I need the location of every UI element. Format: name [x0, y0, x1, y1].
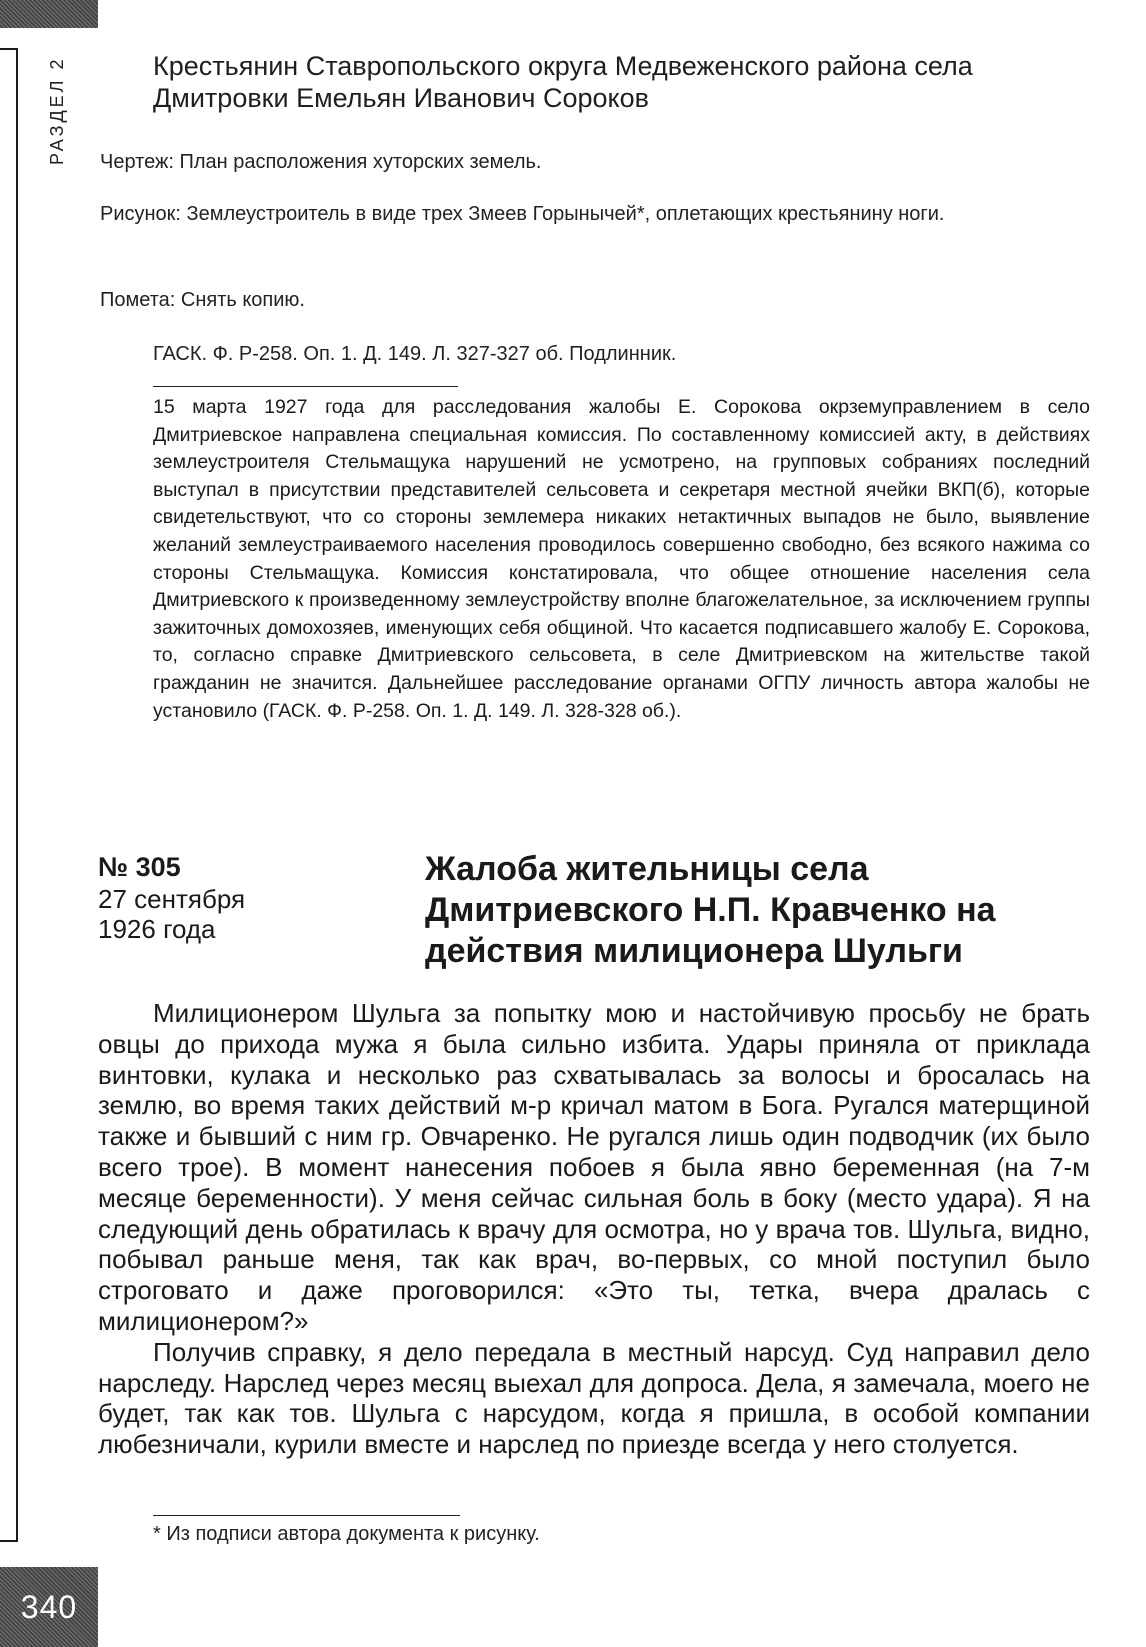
page-number-tab	[0, 1567, 98, 1647]
body-paragraph-1: Милиционером Шульга за попытку мою и настойчивую просьбу не брать овцы до прихода мужа я была сильно избита. Удары приняла от приклада винтовки, кулака и несколько раз схватывалась за волосы и бросалась на землю, во время таких действий м-р кричал матом в Бога. Ругался матерщиной также и бывший с ним гр. Овчаренко. Не ругался лишь один подводчик (их было всего трое). В момент нанесения побоев я была явно беременная (на 7-м месяце беременности). У меня сейчас сильная боль в боку (место удара). Я на следующий день обратилась к врачу для осмотра, но у врача тов. Шульга, видно, побывал раньше меня, так как врач, во-первых, со мной поступил было строговато и даже проговорился: «Это ты, тетка, вчера дралась с милиционером?»	[98, 998, 1090, 1336]
archive-reference: ГАСК. Ф. Р-258. Оп. 1. Д. 149. Л. 327-327 об. Подлинник.	[153, 343, 677, 365]
footnote-divider	[153, 386, 458, 387]
document-body	[98, 998, 1090, 1460]
picture-note: Рисунок: Землеустроитель в виде трех Змеев Горынычей*, оплетающих крестьянину ноги.	[100, 203, 945, 225]
document-date-year: 1926 года	[98, 914, 216, 944]
body-paragraph-2: Получив справку, я дело передала в местный нарсуд. Суд направил дело нарследу. Нарслед через месяц выехал для допроса. Дела, я замечала, моего не будет, так как тов. Шульга с нарсудом, когда я пришла, в особой компании любезничали, курили вместе и нарслед по приезде всегда у него столуется.	[98, 1336, 1090, 1460]
mark-note: Помета: Снять копию.	[100, 289, 305, 311]
top-tab-decoration	[0, 0, 98, 28]
letter-signature: Крестьянин Ставропольского округа Медвеженского района села Дмитровки Емельян Иванович Сороков	[153, 51, 973, 113]
document-title: Жалоба жительницы села Дмитриевского Н.П. Кравченко на действия милиционера Шульги	[425, 850, 996, 970]
document-date-day: 27 сентября	[98, 884, 246, 914]
page-number: 340	[20, 1588, 78, 1625]
side-border-rule	[0, 48, 18, 1542]
investigation-footnote: 15 марта 1927 года для расследования жалобы Е. Сорокова окрземуправлением в село Дмитриевское направлена специальная комиссия. По составленному комиссией акту, в действиях землеустроителя Стельмащука нарушений не усмотрено, на групповых собраниях последний выступал в присутствии представителей сельсовета и секретаря местной ячейки ВКП(б), которые свидетельствуют, что со стороны землемера никаких нетактичных выпадов не было, выявление желаний землеустраиваемого населения проводилось совершенно свободно, без всякого нажима со стороны Стельмащука. Комиссия констатировала, что общее отношение населения села Дмитриевского к произведенному землеустройству вполне благожелательное, за исключением группы зажиточных домохозяев, именующих себя общиной. Что касается подписавшего жалобу Е. Сорокова, то, согласно справке Дмитриевского сельсовета, в селе Дмитриевском на жительстве такой гражданин не значится. Дальнейшее расследование органами ОГПУ личность автора жалобы не установило (ГАСК. Ф. Р-258. Оп. 1. Д. 149. Л. 328-328 об.).	[153, 396, 1090, 722]
drawing-note: Чертеж: План расположения хуторских земель.	[100, 151, 542, 173]
document-number: № 305	[98, 852, 181, 882]
page-footnote: * Из подписи автора документа к рисунку.	[153, 1523, 540, 1545]
section-label: РАЗДЕЛ 2	[47, 56, 67, 165]
page-footnote-divider	[153, 1515, 460, 1516]
